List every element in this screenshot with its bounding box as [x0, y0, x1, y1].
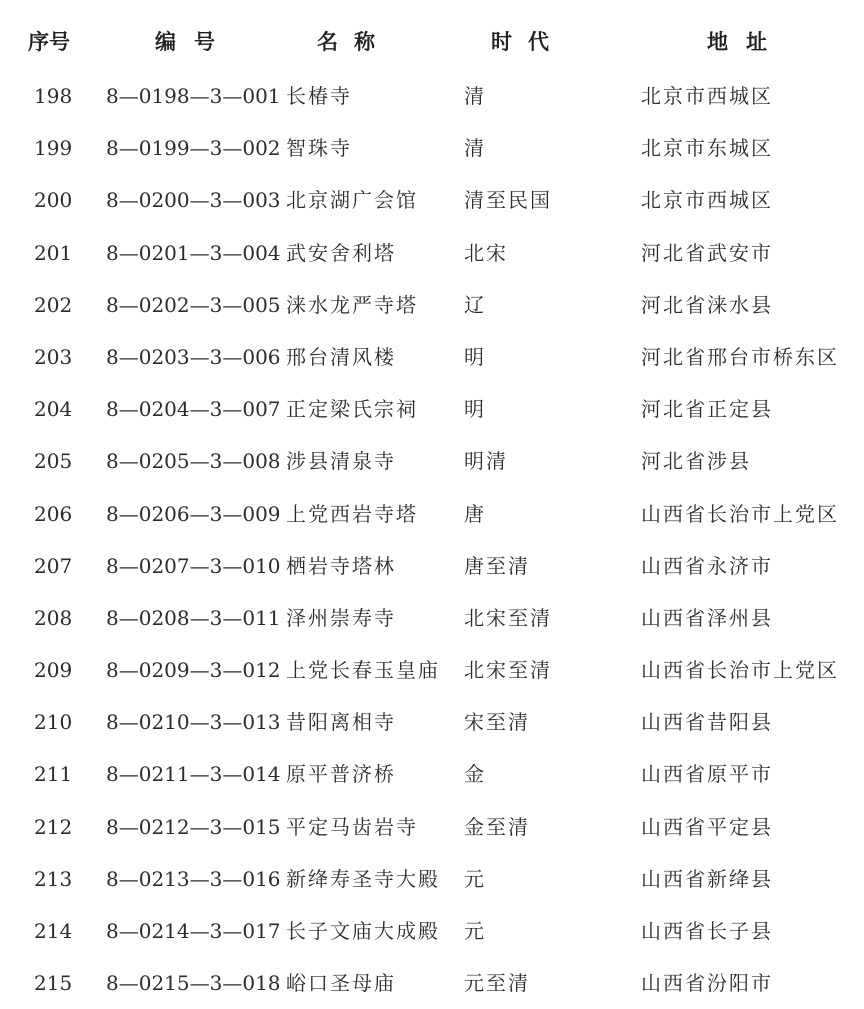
cell-code: 8—0207—3—010	[106, 553, 281, 578]
table-row	[0, 70, 864, 122]
cell-address: 河北省武安市	[641, 240, 773, 265]
table-body	[0, 70, 864, 1009]
header-era: 时代	[491, 30, 565, 54]
table-row	[0, 696, 864, 748]
cell-name: 栖岩寺塔林	[286, 553, 396, 578]
cell-address: 山西省新绛县	[641, 866, 773, 891]
header-address: 地址	[707, 30, 785, 54]
cell-seq: 214	[34, 919, 73, 943]
cell-era: 清	[464, 136, 486, 161]
cell-code: 8—0204—3—007	[106, 397, 281, 422]
table-header	[0, 18, 864, 68]
header-code: 编号	[155, 30, 233, 54]
cell-name: 泽州崇寿寺	[286, 605, 396, 630]
cell-seq: 202	[34, 292, 73, 317]
cell-code: 8—0213—3—016	[106, 866, 281, 891]
cell-address: 山西省长治市上党区	[641, 658, 839, 683]
cell-seq: 213	[34, 866, 73, 891]
cell-address: 河北省涞水县	[641, 292, 773, 317]
cell-code: 8—0215—3—018	[106, 971, 281, 996]
table-row	[0, 644, 864, 696]
cell-address: 山西省昔阳县	[641, 710, 773, 735]
cell-name: 智珠寺	[286, 136, 352, 161]
cell-name: 长子文庙大成殿	[286, 919, 440, 943]
cell-address: 北京市西城区	[641, 188, 773, 213]
cell-name: 上党西岩寺塔	[286, 501, 418, 526]
header-name: 名称	[317, 30, 391, 54]
header-seq: 序号	[28, 30, 70, 54]
cell-seq: 200	[34, 188, 73, 213]
cell-era: 元	[464, 866, 486, 891]
cell-era: 北宋至清	[464, 605, 552, 630]
cell-seq: 207	[34, 553, 73, 578]
cell-code: 8—0206—3—009	[106, 501, 281, 526]
cell-code: 8—0205—3—008	[106, 449, 281, 474]
cell-name: 昔阳离相寺	[286, 710, 396, 735]
cell-seq: 211	[34, 762, 73, 787]
cell-address: 山西省汾阳市	[641, 971, 773, 996]
cell-code: 8—0208—3—011	[106, 605, 281, 630]
cell-address: 山西省泽州县	[641, 605, 773, 630]
cell-address: 北京市东城区	[641, 136, 773, 161]
cell-address: 山西省长治市上党区	[641, 501, 839, 526]
cell-seq: 199	[34, 136, 73, 161]
cell-code: 8—0201—3—004	[106, 240, 281, 265]
cell-name: 涞水龙严寺塔	[286, 292, 418, 317]
cell-seq: 198	[34, 84, 73, 108]
table-row	[0, 748, 864, 800]
cell-address: 山西省永济市	[641, 553, 773, 578]
cell-name: 上党长春玉皇庙	[286, 658, 440, 683]
cell-era: 宋至清	[464, 710, 530, 735]
cell-seq: 205	[34, 449, 73, 474]
cell-name: 峪口圣母庙	[286, 971, 396, 996]
cell-name: 新绛寿圣寺大殿	[286, 866, 440, 891]
cell-code: 8—0199—3—002	[106, 136, 281, 161]
cell-code: 8—0203—3—006	[106, 344, 281, 369]
cell-seq: 215	[34, 971, 73, 996]
cell-address: 山西省平定县	[641, 814, 773, 839]
cell-address: 北京市西城区	[641, 84, 773, 108]
cell-seq: 203	[34, 344, 73, 369]
cell-era: 元	[464, 919, 486, 943]
cell-name: 涉县清泉寺	[286, 449, 396, 474]
table-row	[0, 905, 864, 957]
cell-code: 8—0200—3—003	[106, 188, 281, 213]
cell-name: 正定梁氏宗祠	[286, 397, 418, 422]
cell-era: 明	[464, 344, 486, 369]
table-row	[0, 540, 864, 592]
cell-era: 北宋至清	[464, 658, 552, 683]
cell-code: 8—0202—3—005	[106, 292, 281, 317]
cell-era: 唐	[464, 501, 486, 526]
cell-era: 明清	[464, 449, 508, 474]
cell-name: 原平普济桥	[286, 762, 396, 787]
cell-code: 8—0211—3—014	[106, 762, 281, 787]
cell-era: 辽	[464, 292, 486, 317]
cell-seq: 210	[34, 710, 73, 735]
cell-code: 8—0212—3—015	[106, 814, 281, 839]
table-row	[0, 383, 864, 435]
table-row	[0, 957, 864, 1009]
cell-name: 邢台清风楼	[286, 344, 396, 369]
table-row	[0, 174, 864, 226]
cell-era: 明	[464, 397, 486, 422]
cell-seq: 201	[34, 240, 73, 265]
cell-era: 唐至清	[464, 553, 530, 578]
cell-name: 平定马齿岩寺	[286, 814, 418, 839]
table-row	[0, 227, 864, 279]
cell-seq: 206	[34, 501, 73, 526]
cell-era: 元至清	[464, 971, 530, 996]
table-row	[0, 331, 864, 383]
cell-seq: 208	[34, 605, 73, 630]
cell-address: 河北省邢台市桥东区	[641, 344, 839, 369]
cell-era: 金	[464, 762, 486, 787]
table-row	[0, 853, 864, 905]
cell-address: 河北省正定县	[641, 397, 773, 422]
table-row	[0, 279, 864, 331]
table-row	[0, 435, 864, 487]
cell-code: 8—0209—3—012	[106, 658, 281, 683]
cell-address: 山西省长子县	[641, 919, 773, 943]
table-row	[0, 122, 864, 174]
cell-seq: 204	[34, 397, 73, 422]
cell-address: 山西省原平市	[641, 762, 773, 787]
cell-code: 8—0198—3—001	[106, 84, 281, 108]
cell-name: 长椿寺	[286, 84, 352, 108]
cell-name: 武安舍利塔	[286, 240, 396, 265]
table-row	[0, 592, 864, 644]
cell-era: 清至民国	[464, 188, 552, 213]
table-row	[0, 801, 864, 853]
cell-code: 8—0210—3—013	[106, 710, 281, 735]
cell-code: 8—0214—3—017	[106, 919, 281, 943]
cell-era: 北宋	[464, 240, 508, 265]
table-row	[0, 488, 864, 540]
cell-name: 北京湖广会馆	[286, 188, 418, 213]
cell-seq: 209	[34, 658, 73, 683]
cell-seq: 212	[34, 814, 73, 839]
cell-era: 清	[464, 84, 486, 108]
cell-address: 河北省涉县	[641, 449, 751, 474]
cell-era: 金至清	[464, 814, 530, 839]
